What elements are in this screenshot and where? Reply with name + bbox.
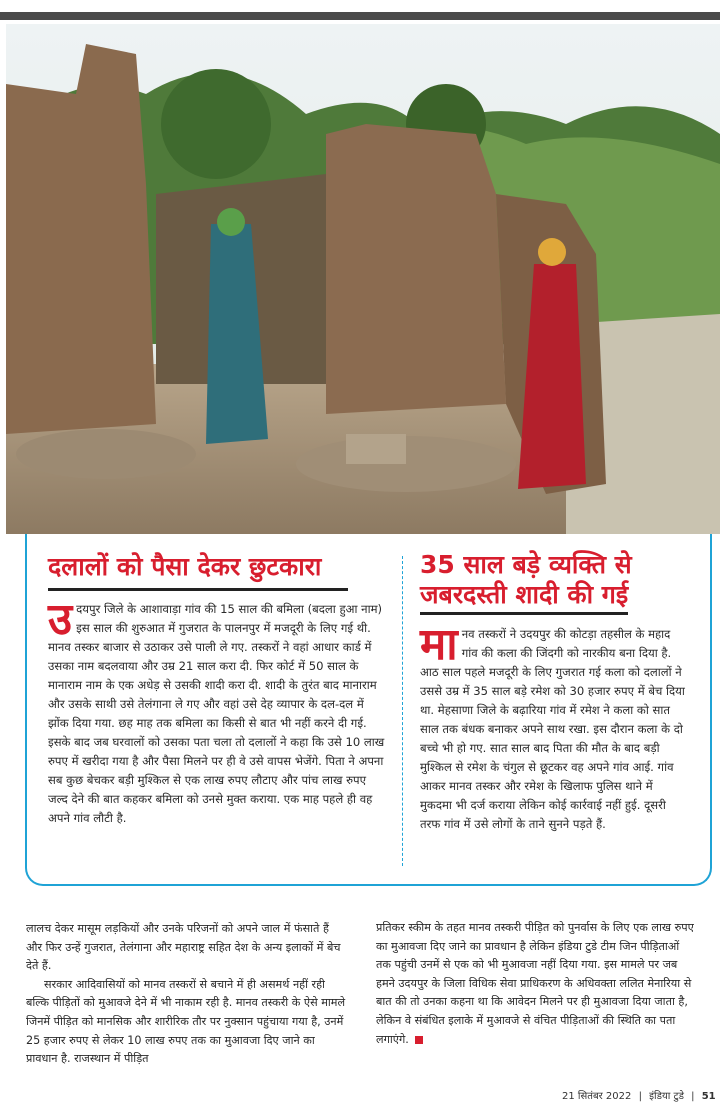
body-column-left xyxy=(26,920,346,1069)
left-box-paragraph: दयपुर जिले के आशावाड़ा गांव की 15 साल की बमिला (बदला हुआ नाम) इस साल की शुरुआत में गुजरात के पालनपुर में मजदूरी के लिए गई थी. मानव तस्कर बाजार से उठाकर उसे पाली ले गए. तस्करों ने वहां आधार कार्ड में उसका नाम बदलवाया और उम्र 21 साल करा दी. फिर कोर्ट में 50 साल के मानाराम नाम के एक अधेड़ से उसकी शादी करा दी. शादी के तुरंत बाद मानाराम और उसके साथी उसे तेलंगाना ले गए और वहां उसे देह व्यापार के दल-दल में झोंक दिया गया. छह माह तक बमिला का किसी से बात भी नहीं करने दी गई. इसके बाद जब घरवालों को उसका पता चला तो दलालों ने कहा कि उसे 10 लाख रुपए में खरीदा गया है और पैसा मिलने पर ही वे उसे वापस भेजेंगे. पिता ने अपना सब कुछ बेचकर बड़ी मुश्किल से एक लाख रुपए लौटाए और पांच लाख रुपए जल्द देने की बात कहकर बमिला को उनसे मुक्त कराया. एक माह पहले ही वह अपने गांव लौटी है. xyxy=(48,602,385,825)
page-footer: 21 सितंबर 2022 | इंडिया टुडे | 51 xyxy=(562,1091,716,1102)
right-heading-line-1: 35 साल बड़े व्यक्ति से xyxy=(420,550,632,579)
footer-date: 21 सितंबर 2022 xyxy=(562,1091,632,1102)
top-rule xyxy=(0,12,720,20)
body-column-right xyxy=(376,919,696,1049)
article-photo xyxy=(6,24,720,534)
body-paragraph: प्रतिकर स्कीम के तहत मानव तस्करी पीड़ित को पुनर्वास के लिए एक लाख रुपए का मुआवजा दिए जाने का प्रावधान है लेकिन इंडिया टुडे टीम जिन पीड़िताओं तक पहुंची उनमें से एक को भी मुआवजा नहीं दिया गया. इस मामले पर जब हमने उदयपुर के जिला विधिक सेवा प्राधिकरण के अधिवक्ता ललित मेनारिया से बात की तो उनका कहना था कि आवेदन मिलने पर ही मुआवजा दिया जाता है, लेकिन वे संबंधित इलाके में मुआवजे से वंचित पीड़िताओं की स्थिति का पता लगाएंगे. xyxy=(376,921,694,1046)
body-paragraph: लालच देकर मासूम लड़कियों और उनके परिजनों को अपने जाल में फंसाते हैं और फिर उन्हें गुजरात, तेलंगाना और महाराष्ट्र सहित देश के अन्य इलाकों में बेच देते हैं. xyxy=(26,922,341,973)
body-paragraph: सरकार आदिवासियों को मानव तस्करों से बचाने में ही असमर्थ नहीं रही बल्कि पीड़ितों को मुआवजे देने में भी नाकाम रही है. मानव तस्करी के ऐसे मामले जिनमें पीड़ित को मानसिक और शारीरिक तौर पर नुक्सान पहुंचाया गया है, उनमें 25 हजार रुपए से लेकर 10 लाख रुपए तक का मुआवजा दिए जाने का प्रावधान है. राजस्थान में पीड़ित xyxy=(26,977,346,1066)
box-divider xyxy=(402,556,403,866)
left-dropcap: उ xyxy=(48,594,73,645)
end-mark-icon xyxy=(415,1036,423,1044)
right-box-text xyxy=(420,619,688,834)
left-box-heading xyxy=(48,552,348,591)
right-box-paragraph: नव तस्करों ने उदयपुर की कोटड़ा तहसील के महाद गांव की कला की जिंदगी को नारकीय बना दिया है. आठ साल पहले मजदूरी के लिए गुजरात गई कला को दलालों ने उससे उम्र में 35 साल बड़े रमेश को 30 हजार रुपए में बेच दिया था. मेहसाणा जिले के बढ़ारिया गांव में रमेश ने कला को सात साल तक बंधक बनाकर अपने साथ रखा. इस दौरान कला के दो बच्चे भी हो गए. सात साल बाद पिता की मौत के बाद बड़ी मुश्किल से रमेश के चंगुल से छूटकर वह अपने गांव आई. गांव आकर मानव तस्कर और रमेश के खिलाफ पुलिस थाने में मुकदमा भी दर्ज कराया लेकिन कोई कार्रवाई नहीं हुई. दूसरी तरफ गांव में उसे लोगों के ताने सुनने पड़ते हैं. xyxy=(420,627,685,831)
left-heading-line: दलालों को पैसा देकर छुटकारा xyxy=(48,552,322,581)
right-box-heading xyxy=(420,550,670,615)
left-box-text xyxy=(48,594,386,828)
right-heading-line-2: जबरदस्ती शादी की गई xyxy=(420,580,628,615)
right-dropcap: मा xyxy=(420,619,458,670)
footer-magazine: इंडिया टुडे xyxy=(649,1091,684,1102)
page-number: 51 xyxy=(701,1091,716,1102)
